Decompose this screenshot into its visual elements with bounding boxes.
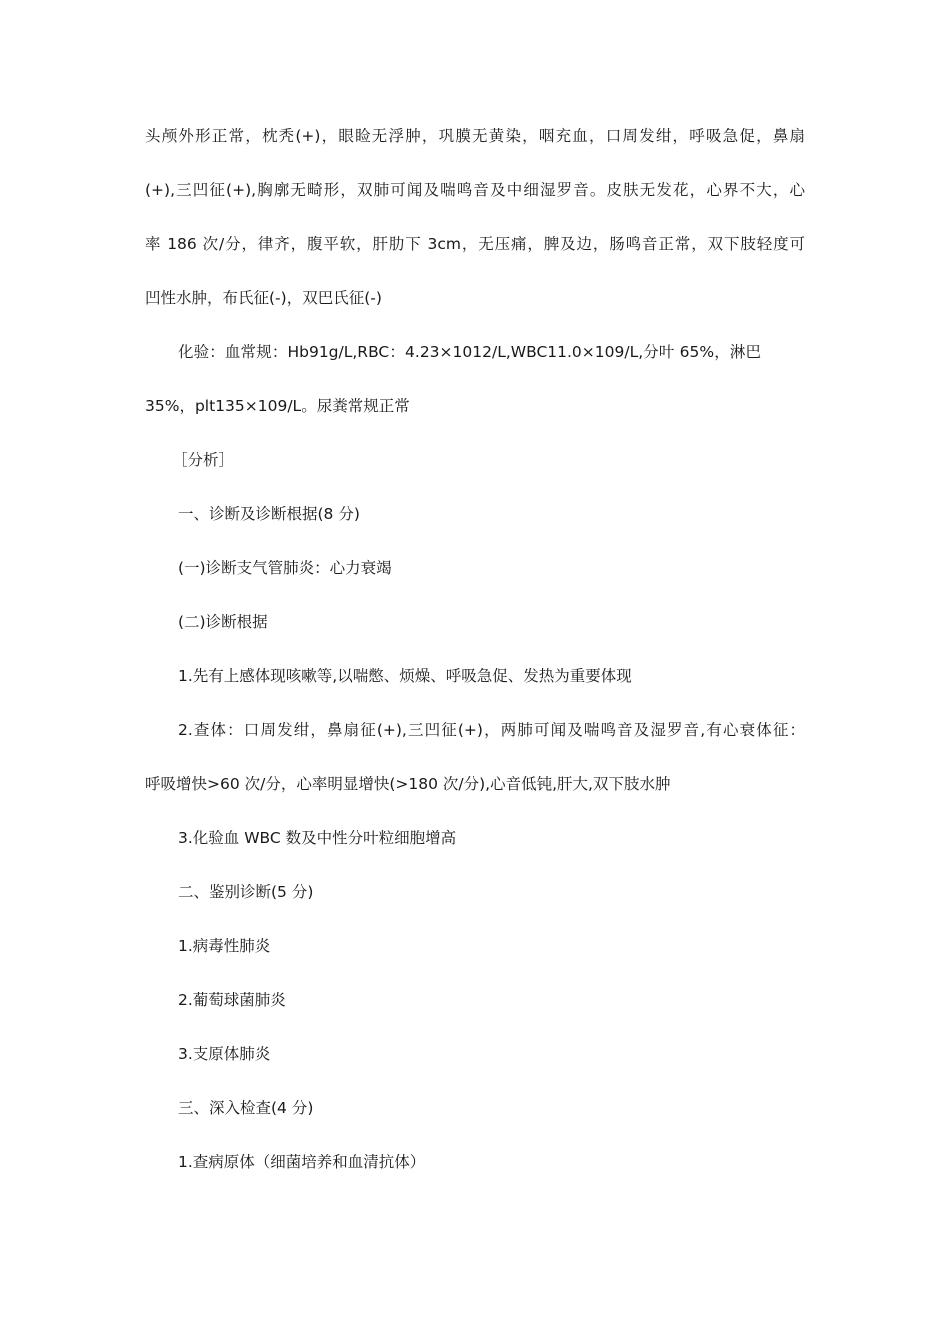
analysis-heading: ［分析］ — [172, 451, 235, 469]
basis-item-3: 3.化验血 WBC 数及中性分叶粒细胞增高 — [178, 829, 457, 847]
section3-item-1: 1.查病原体（细菌培养和血清抗体） — [178, 1153, 426, 1171]
section2-item-2: 2.葡萄球菌肺炎 — [178, 991, 286, 1009]
section1-diagnosis: (一)诊断支气管肺炎：心力衰竭 — [178, 559, 392, 577]
basis-item-1: 1.先有上感体现咳嗽等,以喘憋、烦燥、呼吸急促、发热为重要体现 — [178, 667, 632, 685]
exam-line-2: (+),三凹征(+),胸廓无畸形，双肺可闻及喘鸣音及中细湿罗音。皮肤无发花，心界不大，心 — [145, 181, 805, 199]
section2-heading: 二、鉴别诊断(5 分) — [178, 883, 314, 901]
exam-line-4: 凹性水肿，布氏征(-)，双巴氏征(-) — [145, 289, 382, 307]
section3-heading: 三、深入检查(4 分) — [178, 1099, 314, 1117]
basis-item-2-line-1: 2.查体：口周发绀，鼻扇征(+),三凹征(+)，两肺可闻及喘鸣音及湿罗音,有心衰体征： — [178, 721, 805, 739]
section1-heading: 一、诊断及诊断根据(8 分) — [178, 505, 360, 523]
exam-line-3: 率 186 次/分，律齐，腹平软，肝肋下 3cm，无压痛，脾及边，肠鸣音正常，双下肢轻度可 — [145, 235, 805, 253]
lab-line-1: 化验：血常规：Hb91g/L,RBC：4.23×1012/L,WBC11.0×109/L,分叶 65%，淋巴 — [178, 343, 761, 361]
section1-basis-heading: (二)诊断根据 — [178, 613, 268, 631]
lab-line-2: 35%，plt135×109/L。尿粪常规正常 — [145, 397, 410, 415]
section2-item-1: 1.病毒性肺炎 — [178, 937, 271, 955]
exam-line-1: 头颅外形正常，枕秃(+)，眼睑无浮肿，巩膜无黄染，咽充血，口周发绀，呼吸急促，鼻扇 — [145, 127, 805, 145]
basis-item-2-line-2: 呼吸增快>60 次/分，心率明显增快(>180 次/分),心音低钝,肝大,双下肢水肿 — [145, 775, 671, 793]
section2-item-3: 3.支原体肺炎 — [178, 1045, 271, 1063]
